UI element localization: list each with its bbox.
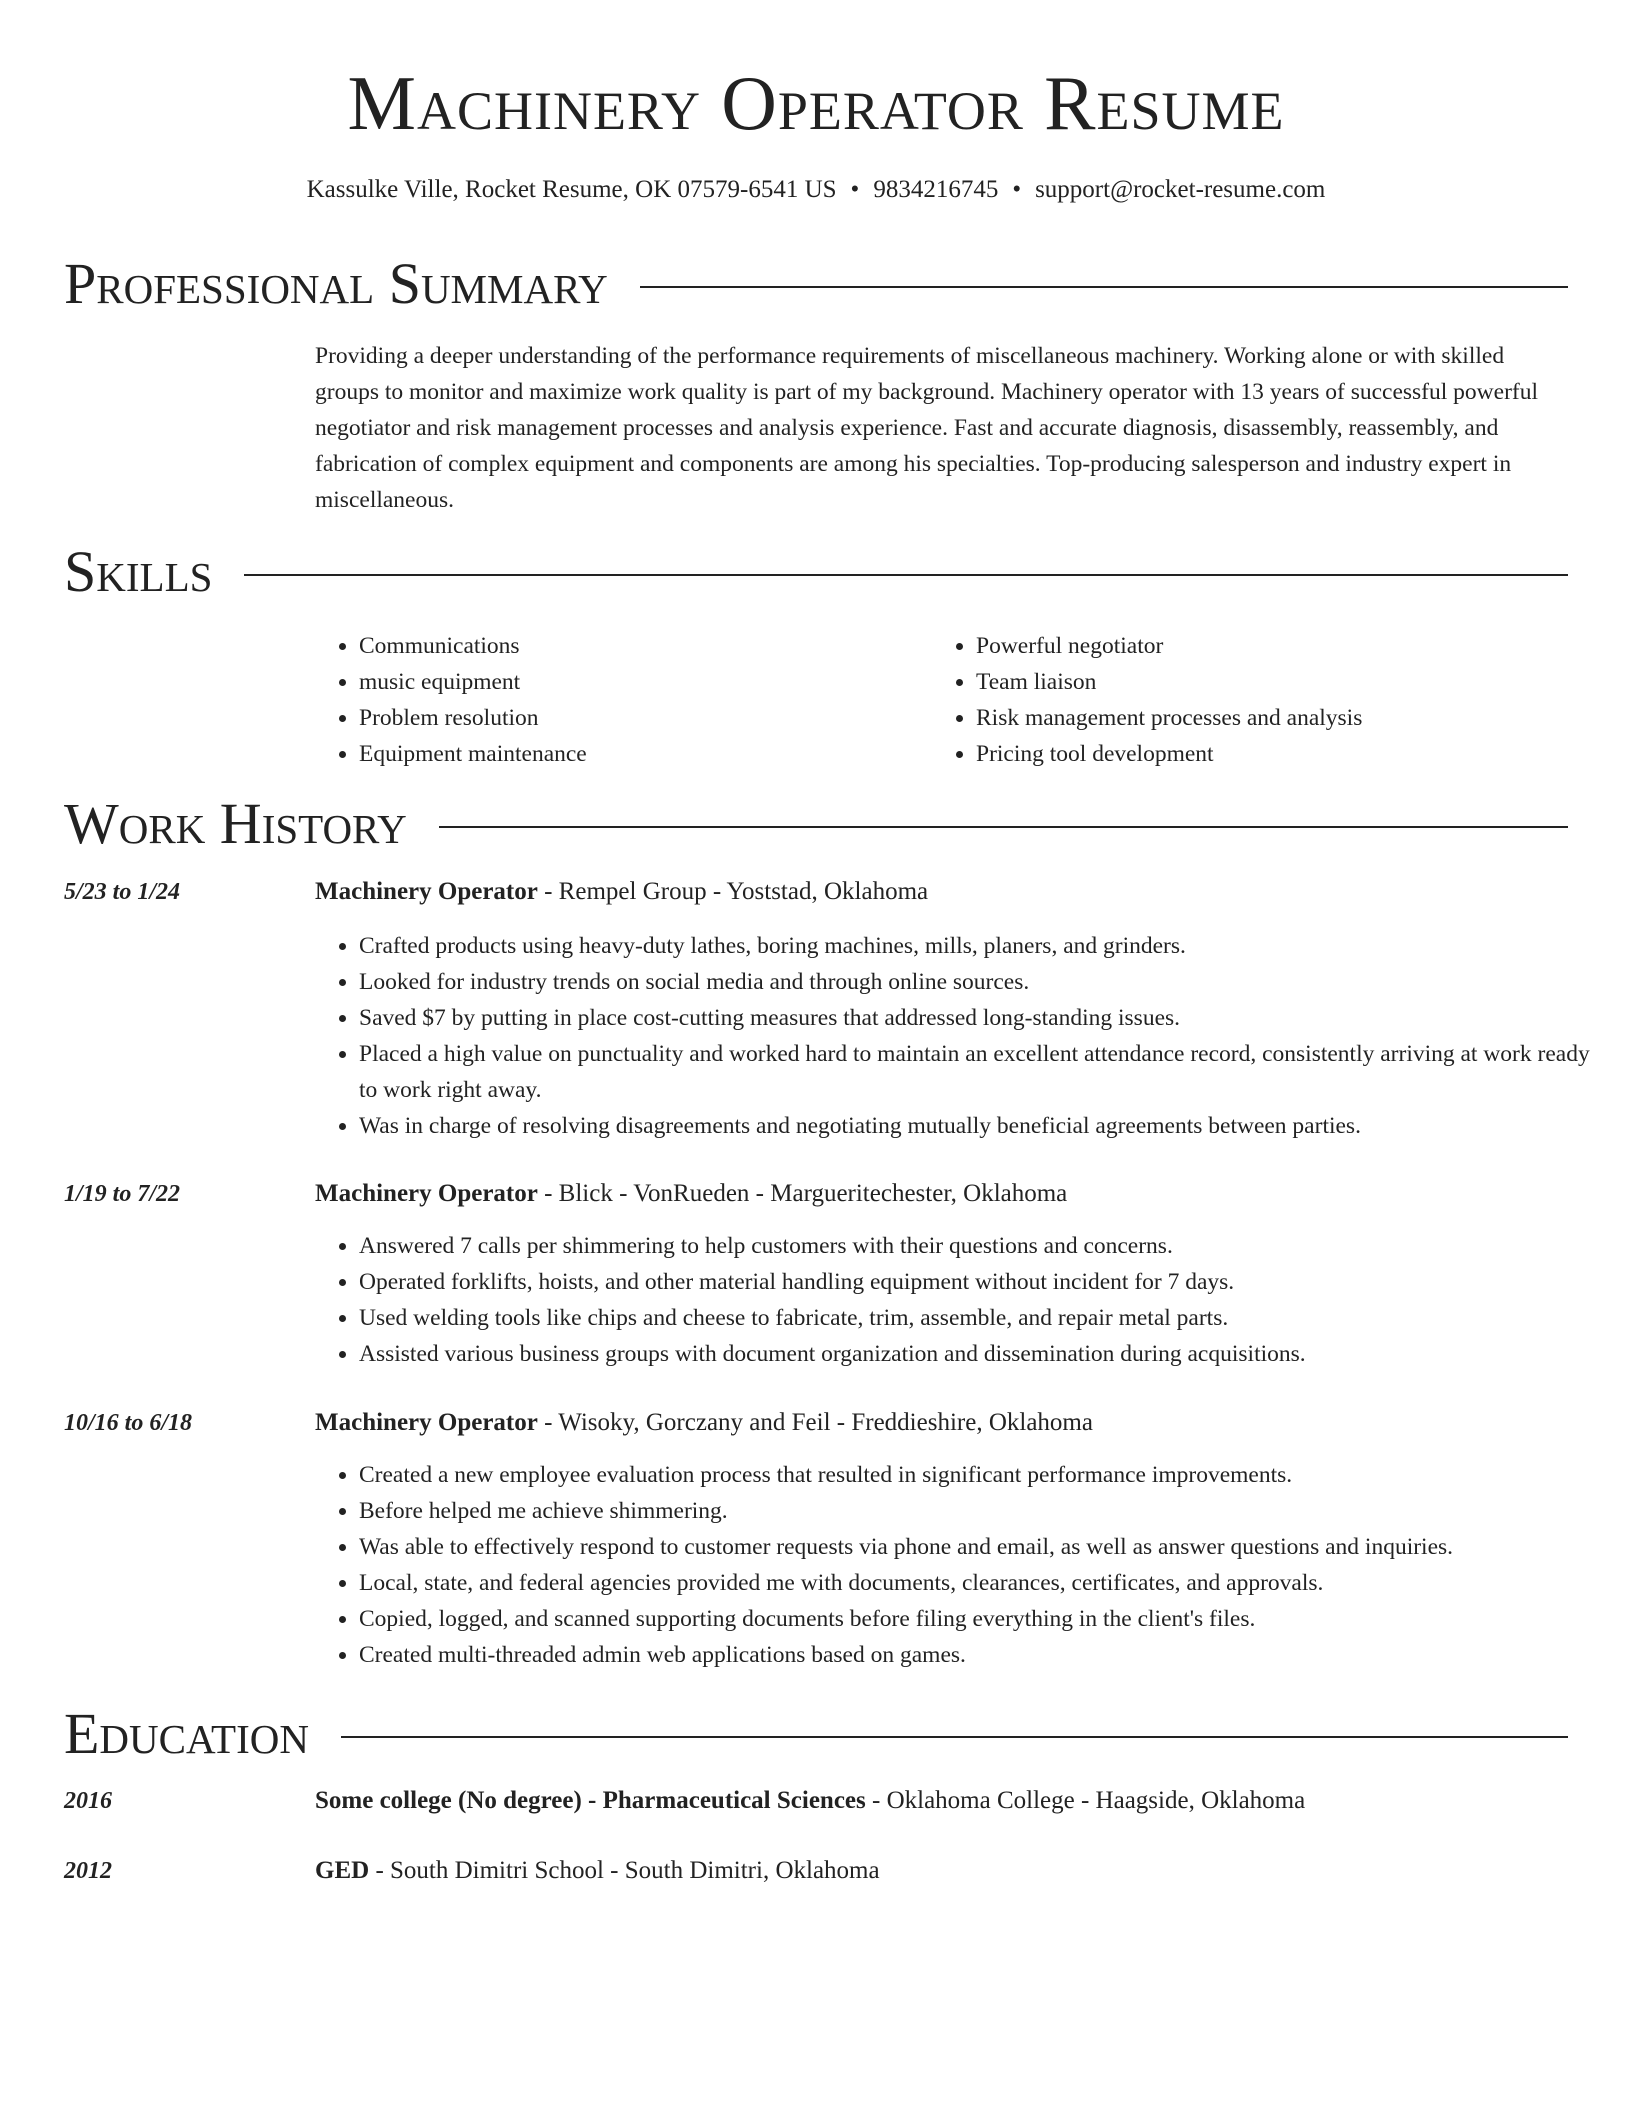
skill-item: • Problem resolution [359, 700, 932, 736]
section-title-summary: Professional Summary [64, 251, 608, 316]
skill-item: • Risk management processes and analysis [976, 700, 1566, 736]
contact-line [0, 172, 1632, 208]
job-title: Machinery Operator [315, 1409, 538, 1436]
job-details: - Rempel Group - Yoststad, Oklahoma [537, 878, 929, 905]
section-title-work: Work History [64, 791, 407, 856]
job-bullet: • Placed a high value on punctuality and worked hard to maintain an excellent attendance record, consistently arriving at work ready to work right away. [359, 1036, 1612, 1108]
job-bullet: • Saved $7 by putting in place cost-cutting measures that addressed long-standing issues. [359, 1000, 1612, 1036]
job-bullet: • Created multi-threaded admin web applications based on games. [359, 1637, 1612, 1673]
section-header-skills [64, 540, 1568, 604]
skills-column-left [315, 628, 932, 772]
section-title-skills: Skills [64, 539, 213, 604]
section-divider [640, 286, 1568, 288]
job-bullet: • Local, state, and federal agencies provided me with documents, clearances, certificates, and approvals. [359, 1565, 1612, 1601]
section-header-education [64, 1702, 1568, 1766]
skills-list [315, 628, 1569, 772]
job-bullet: • Was able to effectively respond to customer requests via phone and email, as well as answer questions and inquiries. [359, 1529, 1612, 1565]
education-degree: Some college (No degree) - Pharmaceutical Sciences [315, 1787, 866, 1814]
education-entry [64, 1783, 1568, 1819]
resume-title: Machinery Operator Resume [347, 60, 1285, 146]
job-title: Machinery Operator [315, 1180, 538, 1207]
education-heading [315, 1783, 1568, 1819]
skill-item: • Team liaison [976, 664, 1566, 700]
section-header-summary [64, 252, 1568, 316]
education-entry [64, 1853, 1568, 1889]
education-degree: GED [315, 1857, 370, 1884]
job-bullet: • Before helped me achieve shimmering. [359, 1493, 1612, 1529]
job-bullet: • Looked for industry trends on social media and through online sources. [359, 964, 1612, 1000]
job-details: - Wisoky, Gorczany and Feil - Freddieshire, Oklahoma [537, 1409, 1093, 1436]
job-heading [315, 1176, 1568, 1212]
job-bullets [315, 928, 1612, 1144]
contact-separator: • [850, 176, 860, 203]
skill-item: • Communications [359, 628, 932, 664]
section-divider [341, 1736, 1568, 1738]
job-bullet: • Was in charge of resolving disagreements and negotiating mutually beneficial agreements between parties. [359, 1108, 1612, 1144]
education-date: 2012 [64, 1858, 112, 1884]
education-heading [315, 1853, 1568, 1889]
skill-item: • music equipment [359, 664, 932, 700]
job-date: 10/16 to 6/18 [64, 1410, 193, 1436]
job-bullets [315, 1228, 1612, 1372]
skill-item: • Powerful negotiator [976, 628, 1566, 664]
contact-separator: • [1012, 176, 1022, 203]
contact-email: support@rocket-resume.com [1035, 176, 1326, 203]
education-details: - South Dimitri School - South Dimitri, Oklahoma [369, 1857, 880, 1884]
job-bullets [315, 1457, 1612, 1673]
summary-text: Providing a deeper understanding of the performance requirements of miscellaneous machinery. Working alone or with skilled groups to monitor and maximize work quality is part of my background. Machinery operator with 13 years of successful powerful negotiator and risk management processes and analysis experience. Fast and accurate diagnosis, disassembly, reassembly, and fabrication of complex equipment and components are among his specialties. Top-producing salesperson and industry expert in miscellaneous. [315, 343, 1538, 513]
job-date: 5/23 to 1/24 [64, 879, 181, 905]
section-header-work [64, 792, 1568, 856]
section-title-education: Education [64, 1701, 309, 1766]
job-bullet: • Crafted products using heavy-duty lathes, boring machines, mills, planers, and grinders. [359, 928, 1612, 964]
contact-phone: 9834216745 [873, 176, 999, 203]
job-bullet: • Copied, logged, and scanned supporting documents before filing everything in the client's files. [359, 1601, 1612, 1637]
job-bullet: • Created a new employee evaluation process that resulted in significant performance improvements. [359, 1457, 1612, 1493]
contact-address: Kassulke Ville, Rocket Resume, OK 07579-6541 US [306, 176, 837, 203]
section-divider [439, 826, 1568, 828]
education-details: - Oklahoma College - Haagside, Oklahoma [865, 1787, 1306, 1814]
education-date: 2016 [64, 1788, 112, 1814]
section-divider [244, 574, 1568, 576]
job-title: Machinery Operator [315, 878, 538, 905]
job-details: - Blick - VonRueden - Margueritechester, Oklahoma [537, 1180, 1068, 1207]
job-bullet: • Used welding tools like chips and cheese to fabricate, trim, assemble, and repair metal parts. [359, 1300, 1612, 1336]
skill-item: • Equipment maintenance [359, 736, 932, 772]
job-bullet: • Operated forklifts, hoists, and other material handling equipment without incident for 7 days. [359, 1264, 1612, 1300]
job-heading [315, 1405, 1568, 1441]
job-date: 1/19 to 7/22 [64, 1181, 181, 1207]
skills-column-right [932, 628, 1566, 772]
job-heading [315, 874, 1568, 910]
skill-item: • Pricing tool development [976, 736, 1566, 772]
job-bullet: • Answered 7 calls per shimmering to help customers with their questions and concerns. [359, 1228, 1612, 1264]
job-bullet: • Assisted various business groups with document organization and dissemination during acquisitions. [359, 1336, 1612, 1372]
